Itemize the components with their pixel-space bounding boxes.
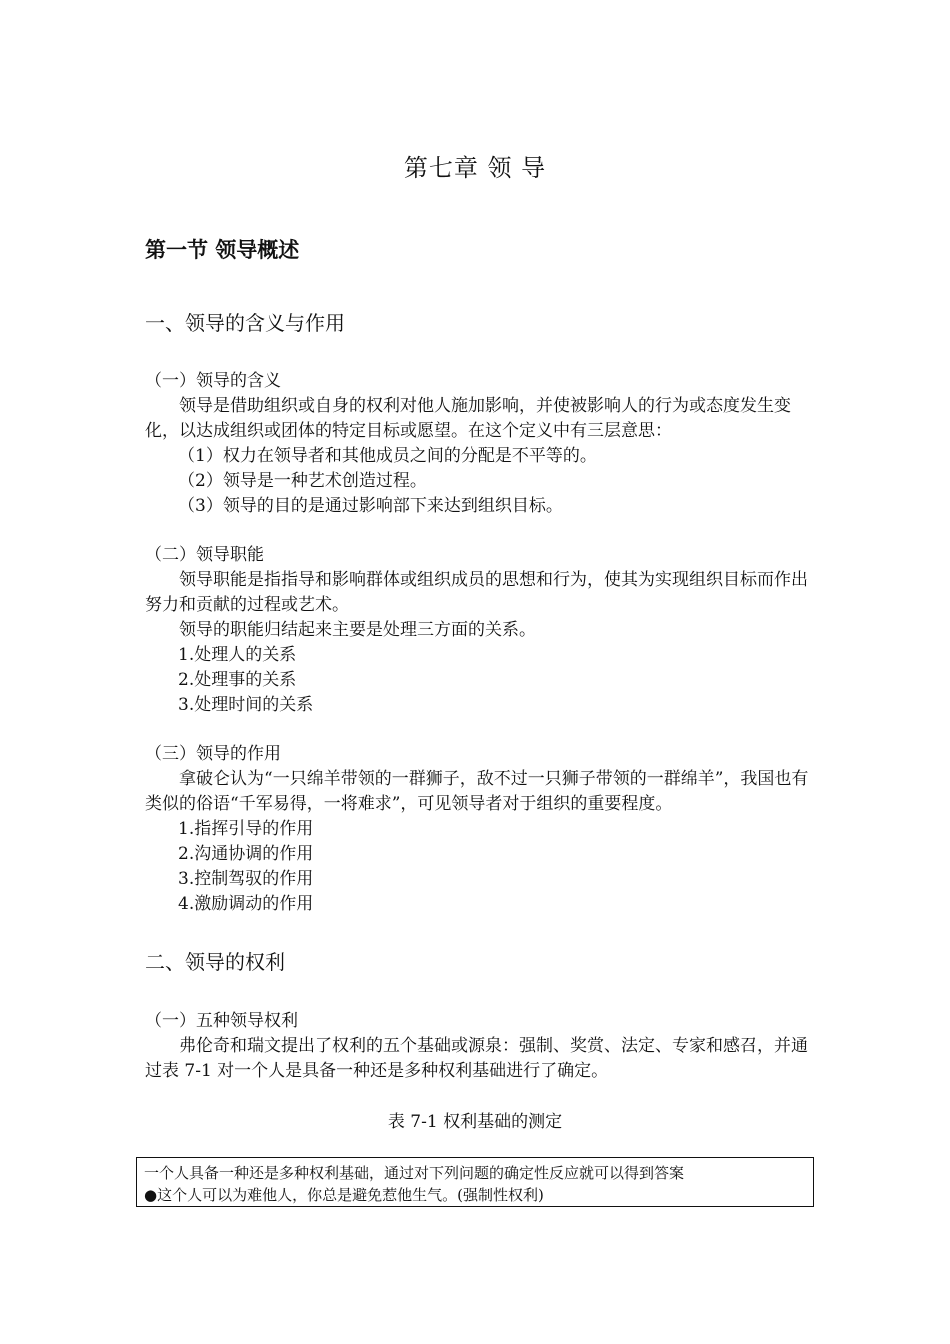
- heading-meaning-and-role: 一、领导的含义与作用: [145, 311, 345, 335]
- paragraph-role: 拿破仑认为“一只绵羊带领的一群狮子，敌不过一只狮子带领的一群绵羊”，我国也有类似的俗语“千军易得，一将难求”，可见领导者对于组织的重要程度。: [145, 769, 809, 814]
- chapter-title: 第七章 领 导: [403, 154, 547, 182]
- table-row: 一个人具备一种还是多种权利基础，通过对下列问题的确定性反应就可以得到答案: [144, 1164, 685, 1182]
- list-item: 4.激励调动的作用: [178, 894, 314, 914]
- table-caption: 表 7-1 权利基础的测定: [387, 1112, 563, 1132]
- list-item: 3.控制驾驭的作用: [178, 869, 314, 889]
- subheading-functions: （二）领导职能: [145, 545, 264, 565]
- subheading-role: （三）领导的作用: [145, 744, 281, 764]
- list-item: 2.处理事的关系: [178, 670, 297, 690]
- list-item: 1.指挥引导的作用: [178, 819, 314, 839]
- table-row: ●这个人可以为难他人，你总是避免惹他生气。(强制性权利): [144, 1186, 544, 1204]
- list-item: （2）领导是一种艺术创造过程。: [178, 471, 427, 491]
- paragraph-functions: 领导职能是指指导和影响群体或组织成员的思想和行为，使其为实现组织目标而作出努力和贡献的过程或艺术。: [145, 570, 808, 615]
- list-item: 3.处理时间的关系: [178, 695, 314, 715]
- table-box: [136, 1157, 814, 1207]
- paragraph-functions-summary: 领导的职能归结起来主要是处理三方面的关系。: [179, 620, 536, 640]
- paragraph-meaning: 领导是借助组织或自身的权利对他人施加影响，并使被影响人的行为或态度发生变化，以达成组织或团体的特定目标或愿望。在这个定义中有三层意思：: [145, 396, 791, 441]
- list-item: 2.沟通协调的作用: [178, 844, 314, 864]
- list-item: 1.处理人的关系: [178, 645, 297, 665]
- list-item: （1）权力在领导者和其他成员之间的分配是不平等的。: [178, 446, 597, 466]
- paragraph-five-powers: 弗伦奇和瑞文提出了权利的五个基础或源泉：强制、奖赏、法定、专家和感召，并通过表 7-1 对一个人是具备一种还是多种权利基础进行了确定。: [145, 1036, 808, 1081]
- heading-leadership-power: 二、领导的权利: [145, 950, 285, 974]
- subheading-five-powers: （一）五种领导权利: [145, 1011, 298, 1031]
- subheading-meaning: （一）领导的含义: [145, 371, 281, 391]
- list-item: （3）领导的目的是通过影响部下来达到组织目标。: [178, 496, 563, 516]
- section-title: 第一节 领导概述: [145, 238, 300, 262]
